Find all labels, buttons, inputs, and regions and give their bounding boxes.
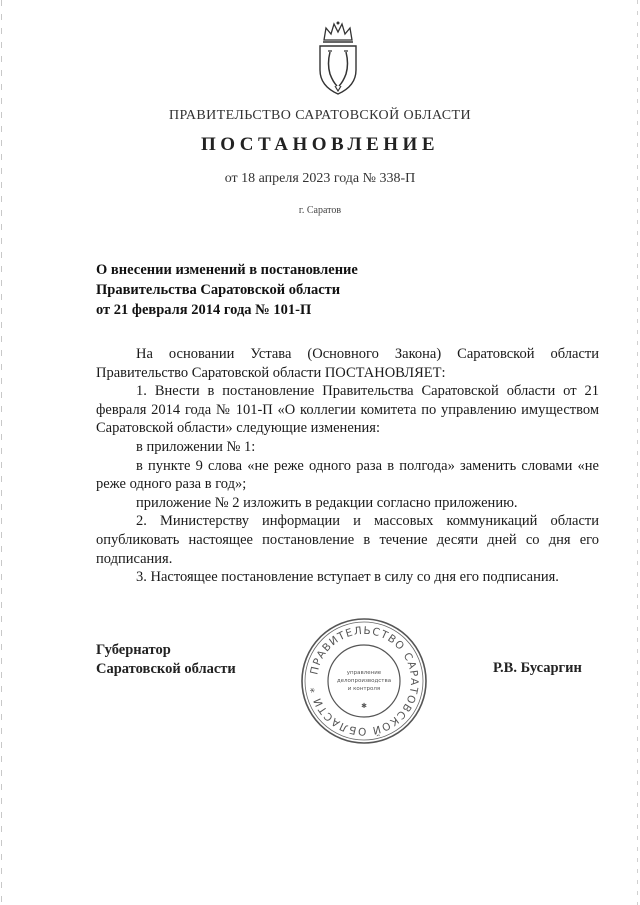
city: г. Саратов [298,205,342,216]
signatory-name: Р.В. Бусаргин [493,660,582,676]
subject-line: от 21 февраля 2014 года № 101-П [96,302,312,318]
paragraph: 2. Министерству информации и массовых коммуникаций области опубликовать настоящее постановление в течение десяти дней со дня его подписания. [96,513,599,567]
document-type: ПОСТАНОВЛЕНИЕ [200,134,440,155]
position-line: Губернатор [96,642,171,658]
document-body [96,345,599,587]
paragraph: 1. Внести в постановление Правительства Саратовской области от 21 февраля 2014 года № 101-П «О коллегии комитета по управлению имуществом Саратовской области» следующие изменения: [96,383,599,437]
paragraph: в приложении № 1: [136,438,256,455]
svg-text:✱: ✱ [361,702,367,710]
paragraph: приложение № 2 изложить в редакции согласно приложению. [136,494,518,511]
signatory-position [96,641,236,679]
saratov-coat-of-arms-icon [316,20,360,96]
paragraph: 3. Настоящее постановление вступает в силу со дня его подписания. [136,569,559,586]
paragraph: в пункте 9 слова «не реже одного раза в полгода» заменить словами «не реже одного раза в год»; [96,457,599,493]
official-seal [299,616,429,746]
document-subject [96,260,496,320]
date-number: от 18 апреля 2023 года № 338-П [224,171,416,186]
subject-line: О внесении изменений в постановление [96,262,358,278]
svg-text:и контроля: и контроля [347,686,381,692]
paragraph: На основании Устава (Основного Закона) Саратовской области Правительство Саратовской области ПОСТАНОВЛЯЕТ: [96,346,599,381]
subject-line: Правительства Саратовской области [96,282,341,298]
svg-text:управление: управление [346,670,382,676]
position-line: Саратовской области [96,661,236,677]
svg-text:ПРАВИТЕЛЬСТВО САРАТОВСКОЙ ОБЛА: ПРАВИТЕЛЬСТВО САРАТОВСКОЙ ОБЛАСТИ * [308,624,421,738]
svg-text:делопроизводства: делопроизводства [336,678,392,684]
government-name: ПРАВИТЕЛЬСТВО САРАТОВСКОЙ ОБЛАСТИ [168,108,471,123]
